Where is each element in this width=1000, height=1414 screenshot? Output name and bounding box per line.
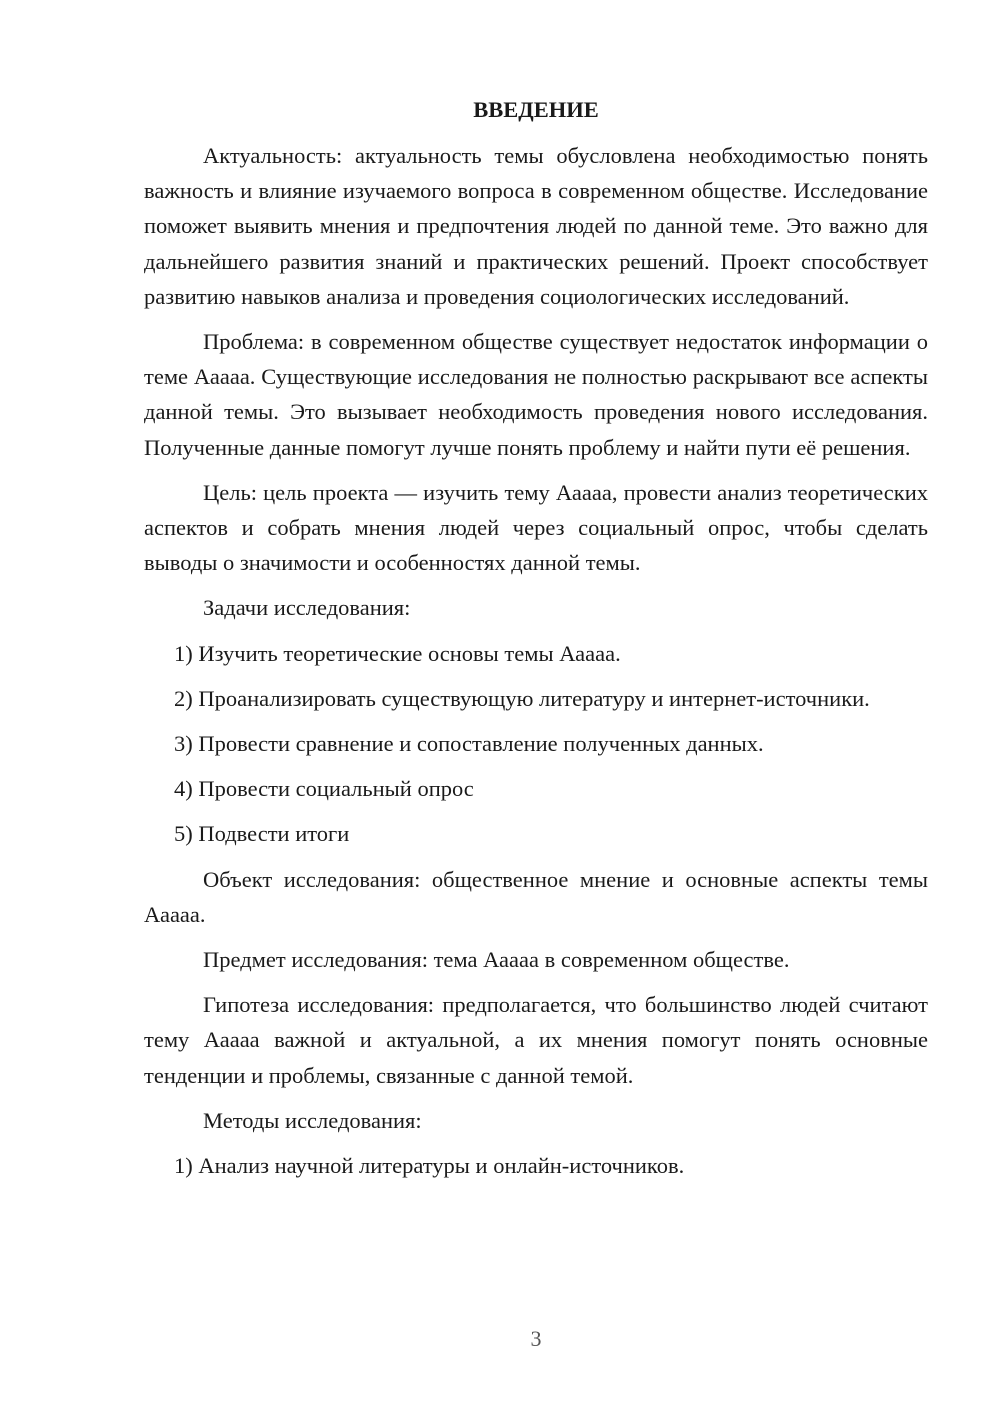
paragraph-hypothesis: Гипотеза исследования: предполагается, что большинство людей считают тему Ааааа важной и актуальной, а их мнения помогут понять основные тенденции и проблемы, связанные с данной темой. (144, 992, 928, 1088)
page-number: 3 (530, 1326, 542, 1351)
list-item-task-3: 3) Провести сравнение и сопоставление полученных данных. (174, 731, 764, 757)
tasks-heading: Задачи исследования: (203, 595, 411, 621)
list-item-task-2: 2) Проанализировать существующую литературу и интернет-источники. (174, 685, 870, 711)
list-item-method-1: 1) Анализ научной литературы и онлайн-источников. (174, 1153, 685, 1179)
list-item-task-5: 5) Подвести итоги (174, 821, 350, 847)
list-item-task-4: 4) Провести социальный опрос (174, 776, 474, 802)
methods-heading: Методы исследования: (203, 1107, 422, 1133)
paragraph-object: Объект исследования: общественное мнение и основные аспекты темы Ааааа. (144, 866, 928, 927)
paragraph-goal: Цель: цель проекта — изучить тему Ааааа, провести анализ теоретических аспектов и собрать мнения людей через социальный опрос, чтобы сделать выводы о значимости и особенностях данной темы. (144, 479, 928, 576)
paragraph-problem: Проблема: в современном обществе существует недостаток информации о теме Ааааа. Существующие исследования не полностью раскрывают все аспекты данной темы. Это вызывает необходимость проведения нового исследования. Полученные данные помогут лучше понять проблему и найти пути её решения. (144, 329, 928, 460)
page-content (144, 92, 928, 1193)
paragraph-subject: Предмет исследования: тема Ааааа в современном обществе. (203, 947, 790, 973)
section-title: ВВЕДЕНИЕ (473, 97, 599, 122)
list-item-task-1: 1) Изучить теоретические основы темы Ааааа. (174, 640, 621, 666)
paragraph-relevance: Актуальность: актуальность темы обусловлена необходимостью понять важность и влияние изучаемого вопроса в современном обществе. Исследование поможет выявить мнения и предпочтения людей по данной теме. Это важно для дальнейшего развития знаний и практических решений. Проект способствует развитию навыков анализа и проведения социологических исследований. (144, 143, 928, 309)
